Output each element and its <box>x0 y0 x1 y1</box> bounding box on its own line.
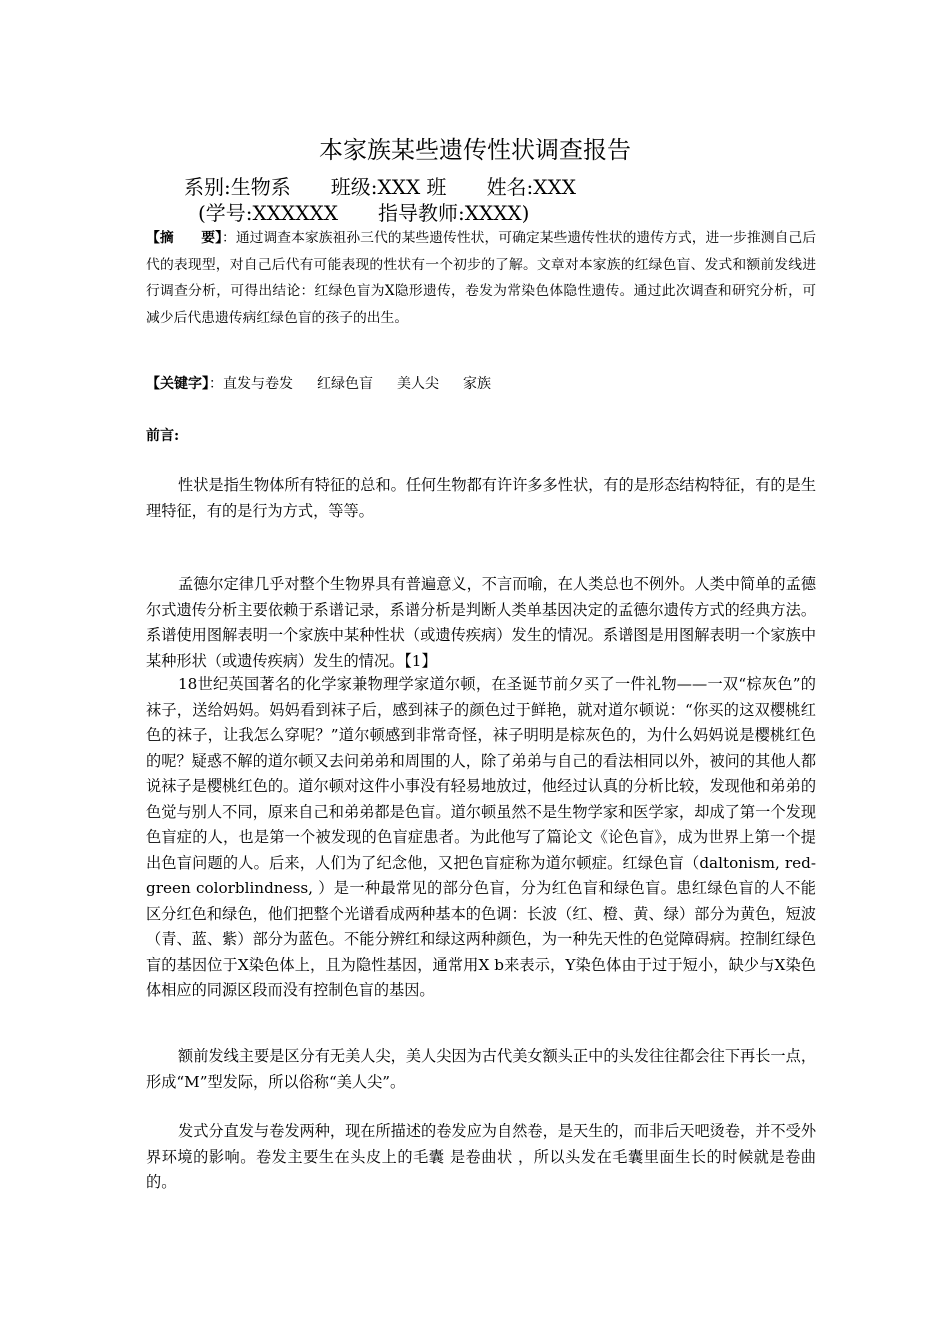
preface-heading: 前言: <box>146 428 180 444</box>
keywords-label: 【关键字】 <box>146 376 209 392</box>
student-id-label: (学号:XXXXXX <box>198 201 338 225</box>
body-paragraph: 性状是指生物体所有特征的总和。任何生物都有许许多多性状，有的是形态结构特征，有的是生理特征，有的是行为方式，等等。 <box>146 476 816 520</box>
abstract-text: ：通过调查本家族祖孙三代的某些遗传性状，可确定某些遗传性状的遗传方式，进一步推测自己后代的表现型，对自己后代有可能表现的性状有一个初步的了解。文章对本家族的红绿色盲、发式和额前发线进行调查分析，可得出结论：红绿色盲为X隐形遗传，卷发为常染色体隐性遗传。通过此次调查和研究分析，可减少后代患遗传病红绿色盲的孩子的出生。 <box>146 230 817 326</box>
student-name-label: 姓名:XXX <box>486 175 577 199</box>
author-info-line-2 <box>198 200 529 226</box>
body-paragraph: 额前发线主要是区分有无美人尖，美人尖因为古代美女额头正中的头发往往都会往下再长一点，形成“M”型发际，所以俗称“美人尖”。 <box>146 1047 816 1091</box>
author-info-line-1 <box>184 174 576 200</box>
department-label: 系别:生物系 <box>184 175 291 199</box>
body-paragraph: 孟德尔定律几乎对整个生物界具有普遍意义，不言而喻，在人类总也不例外。人类中简单的孟德尔式遗传分析主要依赖于系谱记录，系谱分析是判断人类单基因决定的孟德尔遗传方式的经典方法。系谱使用图解表明一个家族中某种性状（或遗传疾病）发生的情况。系谱图是用图解表明一个家族中某种形状（或遗传疾病）发生的情况。【1】 <box>146 575 816 670</box>
abstract <box>146 225 816 331</box>
keyword-item: 家族 <box>463 376 491 392</box>
body-paragraph: 18世纪英国著名的化学家兼物理学家道尔顿，在圣诞节前夕买了一件礼物——一双“棕灰色”的袜子，送给妈妈。妈妈看到袜子后，感到袜子的颜色过于鲜艳，就对道尔顿说：“你买的这双樱桃红色的袜子，让我怎么穿呢？”道尔顿感到非常奇怪，袜子明明是棕灰色的，为什么妈妈说是樱桃红色的呢？疑惑不解的道尔顿又去问弟弟和周围的人，除了弟弟与自己的看法相同以外，被问的其他人都说袜子是樱桃红色的。道尔顿对这件小事没有轻易地放过，他经过认真的分析比较，发现他和弟弟的色觉与别人不同，原来自己和弟弟都是色盲。道尔顿虽然不是生物学家和医学家，却成了第一个发现色盲症的人，也是第一个被发现的色盲症患者。为此他写了篇论文《论色盲》，成为世界上第一个提出色盲问题的人。后来，人们为了纪念他，又把色盲症称为道尔顿症。红绿色盲（daltonism, red-green colorblindness, ）是一种最常见的部分色盲，分为红色盲和绿色盲。患红绿色盲的人不能区分红色和绿色，他们把整个光谱看成两种基本的色调：长波（红、橙、黄、绿）部分为黄色，短波（青、蓝、紫）部分为蓝色。不能分辨红和绿这两种颜色，为一种先天性的色觉障碍病。控制红绿色盲的基因位于X染色体上，且为隐性基因，通常用X b来表示，Y染色体由于过于短小，缺少与X染色体相应的同源区段而没有控制色盲的基因。 <box>146 675 816 999</box>
abstract-label: 【摘 要】 <box>146 230 222 246</box>
keywords <box>146 372 816 396</box>
keywords-separator: ： <box>209 376 223 392</box>
keyword-item: 直发与卷发 <box>223 376 293 392</box>
report-title: 本家族某些遗传性状调查报告 <box>319 136 631 164</box>
keyword-item: 红绿色盲 <box>317 376 373 392</box>
class-label: 班级:XXX 班 <box>330 175 447 199</box>
advisor-label: 指导教师:XXXX) <box>377 201 530 225</box>
body-paragraph: 发式分直发与卷发两种，现在所描述的卷发应为自然卷，是天生的，而非后天吧烫卷，并不受外界环境的影响。卷发主要生在头皮上的毛囊 是卷曲状 ，所以头发在毛囊里面生长的时候就是卷曲的。 <box>146 1122 816 1191</box>
keyword-item: 美人尖 <box>397 376 439 392</box>
